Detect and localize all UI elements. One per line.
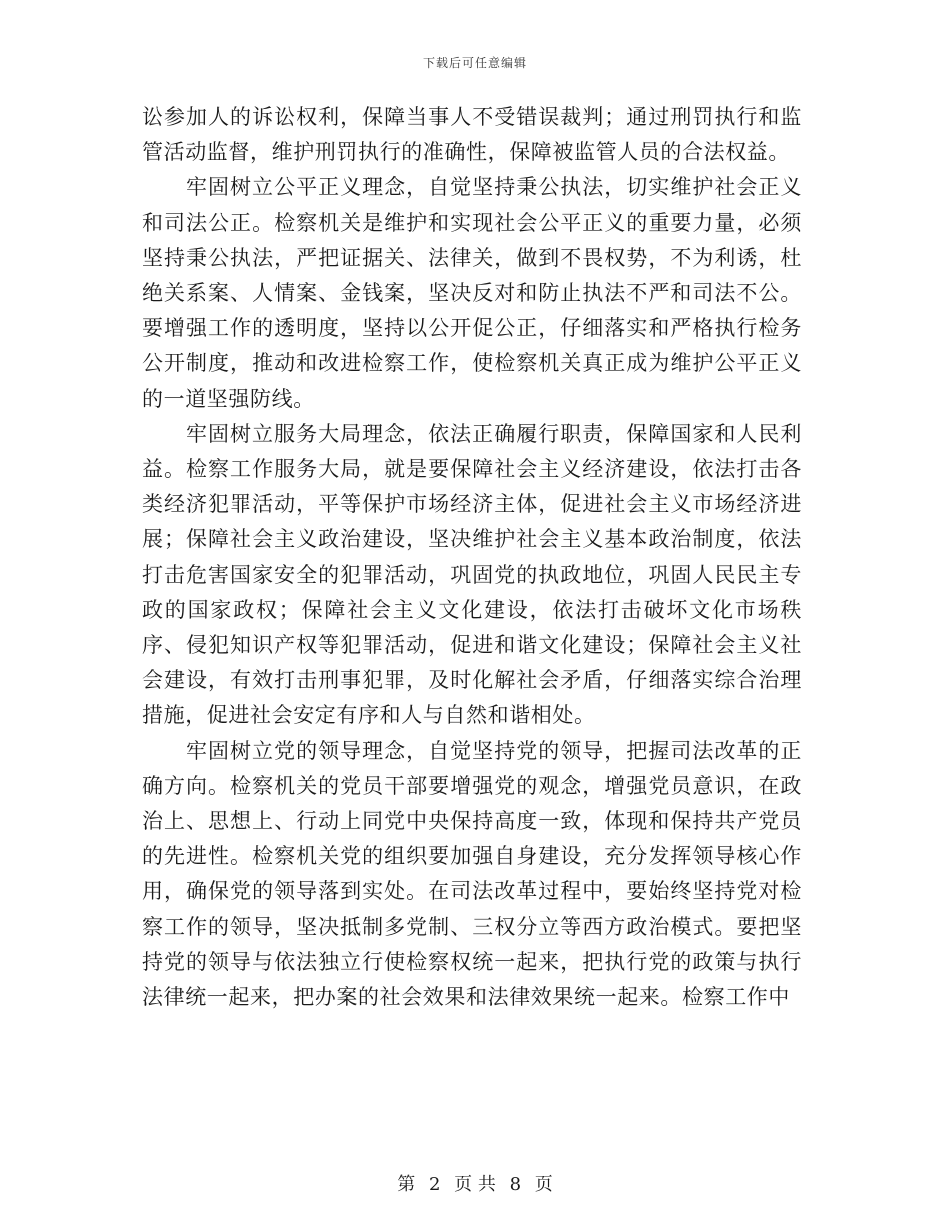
paragraph-fairness-justice: 牢固树立公平正义理念，自觉坚持秉公执法，切实维护社会正义和司法公正。检察机关是维护和实现社会公平正义的重要力量，必须坚持秉公执法，严把证据关、法律关，做到不畏权势，不为利诱，杜绝关系案、人情案、金钱案，坚决反对和防止执法不严和司法不公。要增强工作的透明度，坚持以公开促公正，仔细落实和严格执行检务公开制度，推动和改进检察工作，使检察机关真正成为维护公平正义的一道坚强防线。 [142,175,802,411]
page-footer [0,1170,950,1196]
footer-suffix: 页 [534,1174,553,1195]
footer-page-number: 2 [428,1174,441,1195]
document-body [142,100,802,1015]
paragraph-serve-overall: 牢固树立服务大局理念，依法正确履行职责，保障国家和人民利益。检察工作服务大局，就是要保障社会主义经济建设，依法打击各类经济犯罪活动，平等保护市场经济主体，促进社会主义市场经济进展；保障社会主义政治建设，坚决维护社会主义基本政治制度，依法打击危害国家安全的犯罪活动，巩固党的执政地位，巩固人民民主专政的国家政权；保障社会主义文化建设，依法打击破坏文化市场秩序、侵犯知识产权等犯罪活动，促进和谐文化建设；保障社会主义社会建设，有效打击刑事犯罪，及时化解社会矛盾，仔细落实综合治理措施，促进社会安定有序和人与自然和谐相处。 [142,421,802,728]
footer-prefix: 第 [397,1174,416,1195]
footer-total-pages: 8 [509,1174,522,1195]
paragraph-party-leadership: 牢固树立党的领导理念，自觉坚持党的领导，把握司法改革的正确方向。检察机关的党员干部要增强党的观念，增强党员意识，在政治上、思想上、行动上同党中央保持高度一致，体现和保持共产党员的先进性。检察机关党的组织要加强自身建设，充分发挥领导核心作用，确保党的领导落到实处。在司法改革过程中，要始终坚持党对检察工作的领导，坚决抵制多党制、三权分立等西方政治模式。要把坚持党的领导与依法独立行使检察权统一起来，把执行党的政策与执行法律统一起来，把办案的社会效果和法律效果统一起来。检察工作中 [142,738,802,1010]
paragraph-continuation: 讼参加人的诉讼权利，保障当事人不受错误裁判；通过刑罚执行和监管活动监督，维护刑罚执行的准确性，保障被监管人员的合法权益。 [142,105,802,165]
footer-middle: 页 共 [454,1174,496,1195]
page-header-note: 下载后可任意编辑 [422,56,527,70]
